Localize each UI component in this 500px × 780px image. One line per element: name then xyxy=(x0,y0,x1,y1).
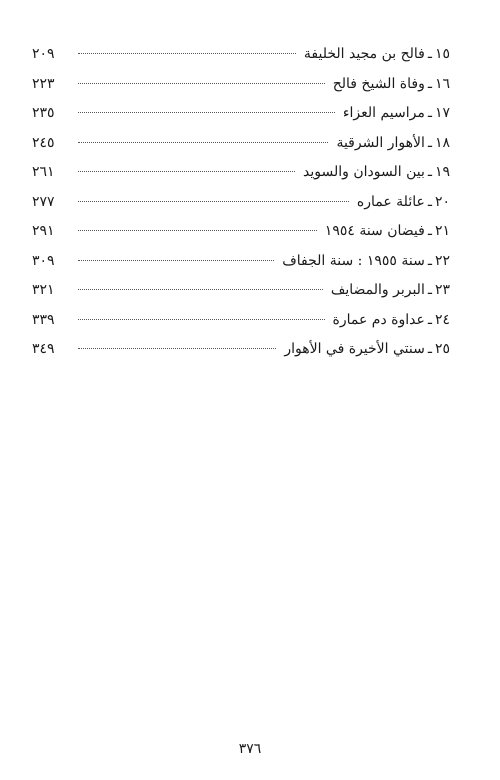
chapter-title: سنتي الأخيرة في الأهوار xyxy=(284,341,425,357)
dot-leader xyxy=(78,289,323,290)
dot-leader xyxy=(78,230,317,231)
chapter-title: وفاة الشيخ فالح xyxy=(332,75,425,92)
chapter-number: ٢٢ xyxy=(434,252,450,269)
chapter-number: ٢١ xyxy=(434,223,450,239)
separator: ـ xyxy=(427,105,432,121)
toc-entry xyxy=(32,133,450,163)
chapter-title: عائلة عماره xyxy=(356,193,425,210)
chapter-number: ٢٠ xyxy=(434,193,450,210)
chapter-title: بين السودان والسويد xyxy=(303,164,425,180)
chapter-number: ١٥ xyxy=(434,46,450,62)
toc-entry xyxy=(32,162,450,192)
separator: ـ xyxy=(427,134,432,151)
page-ref: ٢٦١ xyxy=(32,164,55,180)
page-ref: ٣٠٩ xyxy=(32,252,55,269)
dot-leader xyxy=(78,171,295,172)
chapter-number: ٢٤ xyxy=(434,311,450,328)
chapter-title: البربر والمضايف xyxy=(330,282,425,298)
chapter-number: ١٩ xyxy=(434,164,450,180)
page-ref: ٢٧٧ xyxy=(32,193,55,210)
toc-entry xyxy=(32,251,450,281)
toc-entry xyxy=(32,310,450,340)
chapter-title: عداوة دم عمارة xyxy=(332,311,425,328)
separator: ـ xyxy=(427,282,432,298)
page-ref: ٢٩١ xyxy=(32,223,55,239)
chapter-title: مراسيم العزاء xyxy=(342,105,425,121)
dot-leader xyxy=(78,142,328,143)
table-of-contents xyxy=(32,44,450,369)
page-ref: ٣٤٩ xyxy=(32,341,55,357)
toc-entry xyxy=(32,280,450,310)
separator: ـ xyxy=(427,252,432,269)
chapter-number: ١٦ xyxy=(434,75,450,92)
toc-entry xyxy=(32,192,450,222)
toc-entry xyxy=(32,44,450,74)
chapter-title: فالح بن مجيد الخليفة xyxy=(303,46,425,62)
chapter-title: سنة ١٩٥٥ : سنة الجفاف xyxy=(282,252,425,269)
dot-leader xyxy=(78,348,276,349)
chapter-number: ٢٣ xyxy=(434,282,450,298)
separator: ـ xyxy=(427,341,432,357)
chapter-title: الأهوار الشرقية xyxy=(336,134,425,151)
chapter-number: ٢٥ xyxy=(434,341,450,357)
page-ref: ٣٢١ xyxy=(32,282,55,298)
chapter-title: فيضان سنة ١٩٥٤ xyxy=(324,223,425,239)
separator: ـ xyxy=(427,311,432,328)
toc-entry xyxy=(32,74,450,104)
page-ref: ٢٣٥ xyxy=(32,105,55,121)
toc-entry xyxy=(32,103,450,133)
dot-leader xyxy=(78,319,325,320)
dot-leader xyxy=(78,53,296,54)
page-ref: ٢٢٣ xyxy=(32,75,55,92)
toc-entry xyxy=(32,339,450,369)
dot-leader xyxy=(78,112,335,113)
separator: ـ xyxy=(427,164,432,180)
page-ref: ٣٣٩ xyxy=(32,311,55,328)
separator: ـ xyxy=(427,46,432,62)
page-number: ٣٧٦ xyxy=(238,741,262,757)
page-ref: ٢٤٥ xyxy=(32,134,55,151)
separator: ـ xyxy=(427,75,432,92)
chapter-number: ١٧ xyxy=(434,105,450,121)
toc-entry xyxy=(32,221,450,251)
separator: ـ xyxy=(427,223,432,239)
dot-leader xyxy=(78,260,274,261)
separator: ـ xyxy=(427,193,432,210)
page-ref: ٢٠٩ xyxy=(32,46,55,62)
dot-leader xyxy=(78,83,325,84)
chapter-number: ١٨ xyxy=(434,134,450,151)
dot-leader xyxy=(78,201,349,202)
